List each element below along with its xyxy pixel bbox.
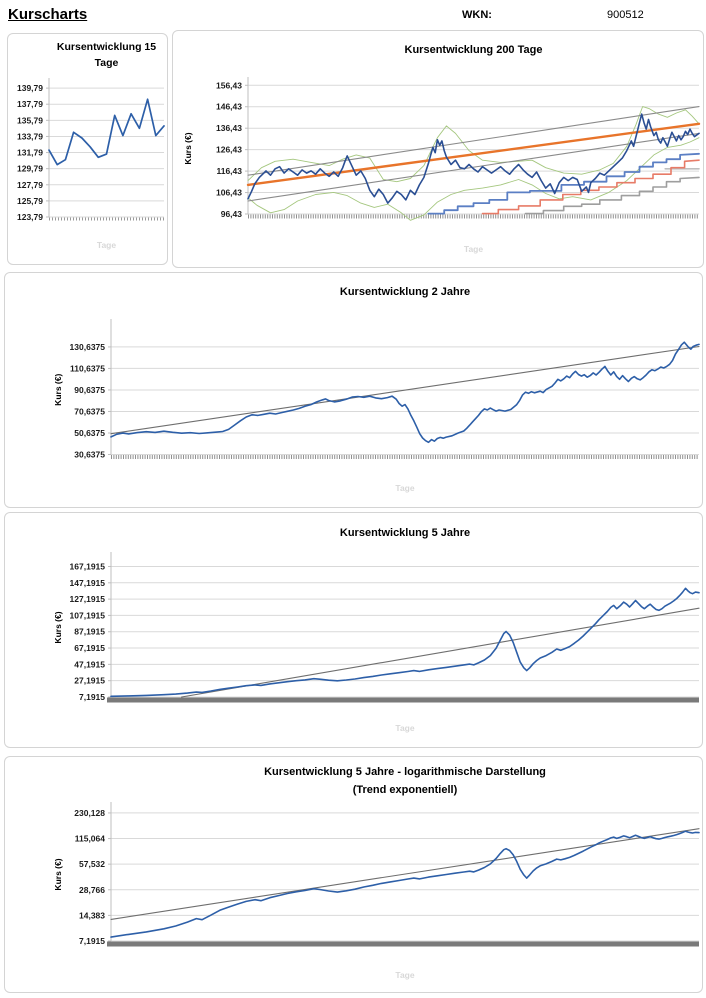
chart-title: Kursentwicklung 5 Jahre - logarithmische Darstellung	[264, 766, 546, 778]
series-price-5j-log	[111, 831, 699, 937]
y-axis-title: Kurs (€)	[183, 132, 193, 165]
page-title: Kurscharts	[8, 6, 88, 23]
series-price-15	[49, 99, 164, 164]
y-tick-label: 167,1915	[69, 561, 105, 572]
y-tick-label: 28,766	[79, 884, 105, 895]
y-tick-label: 116,43	[216, 166, 242, 177]
x-axis-label: Tage	[395, 723, 415, 733]
y-tick-label: 137,79	[17, 99, 43, 110]
y-tick-label: 230,128	[74, 807, 105, 818]
y-tick-label: 7,1915	[79, 692, 105, 702]
y-tick-label: 50,6375	[74, 427, 105, 438]
y-tick-label: 133,79	[17, 131, 43, 142]
x-axis-label: Tage	[96, 240, 117, 250]
chart-svg-5-jahre-log	[5, 757, 702, 992]
series-trend-line	[182, 608, 699, 697]
y-tick-label: 14,383	[79, 910, 105, 921]
y-tick-label: 110,6375	[70, 363, 105, 374]
x-axis-label: Tage	[395, 483, 415, 493]
wkn-label: WKN:	[462, 9, 492, 21]
y-tick-label: 87,1915	[74, 626, 105, 637]
y-tick-label: 127,1915	[69, 594, 105, 605]
y-tick-label: 96,43	[220, 209, 242, 219]
y-tick-label: 123,79	[17, 212, 43, 222]
wkn-value: 900512	[607, 9, 644, 21]
y-axis-title: Kurs (€)	[53, 373, 63, 406]
y-tick-label: 130,6375	[69, 341, 105, 352]
series-trend-exponential	[111, 829, 699, 920]
y-tick-label: 139,79	[17, 83, 43, 94]
chart-box-kursentwicklung-2-jahre[interactable]	[4, 272, 703, 508]
y-tick-label: 136,43	[216, 123, 242, 134]
chart-box-kursentwicklung-15-tage[interactable]	[7, 33, 168, 265]
chart-svg-200-tage	[173, 31, 703, 267]
y-tick-label: 135,79	[17, 115, 43, 126]
y-axis-title: Kurs (€)	[53, 858, 63, 891]
series-band-upper-green	[248, 107, 699, 182]
x-axis-label: Tage	[395, 970, 415, 980]
y-tick-label: 106,43	[216, 187, 242, 198]
chart-title: (Trend exponentiell)	[352, 784, 458, 796]
y-tick-label: 126,43	[216, 144, 242, 155]
y-tick-label: 27,1915	[74, 675, 105, 686]
y-tick-label: 47,1915	[74, 659, 105, 670]
chart-title: Kursentwicklung 5 Jahre	[339, 527, 471, 539]
y-tick-label: 125,79	[17, 195, 43, 206]
y-tick-label: 131,79	[17, 147, 43, 158]
y-tick-label: 129,79	[17, 163, 43, 174]
y-tick-label: 70,6375	[74, 406, 105, 417]
series-price-5j	[111, 588, 699, 696]
series-channel-low-gray	[248, 133, 699, 201]
y-tick-label: 67,1915	[74, 643, 105, 654]
chart-title: Kursentwicklung 15	[56, 41, 157, 53]
y-tick-label: 30,6375	[74, 449, 105, 460]
series-price-2j	[111, 342, 699, 442]
chart-svg-5-jahre	[5, 513, 702, 747]
y-tick-label: 156,43	[216, 80, 242, 91]
chart-title: Tage	[94, 57, 119, 69]
chart-box-kursentwicklung-5-jahre-log[interactable]	[4, 756, 703, 993]
chart-box-kursentwicklung-5-jahre[interactable]	[4, 512, 703, 748]
y-axis-title: Kurs (€)	[53, 611, 63, 644]
series-support-step-blue	[428, 154, 699, 214]
chart-box-kursentwicklung-200-tage[interactable]	[172, 30, 704, 268]
chart-title: Kursentwicklung 200 Tage	[404, 44, 543, 56]
chart-svg-15-tage	[8, 34, 167, 264]
y-tick-label: 146,43	[216, 101, 242, 112]
series-price-200	[248, 114, 699, 203]
y-tick-label: 7,1915	[79, 936, 105, 946]
y-tick-label: 115,064	[74, 833, 105, 844]
chart-title: Kursentwicklung 2 Jahre	[339, 286, 471, 298]
y-tick-label: 147,1915	[69, 577, 105, 588]
y-tick-label: 90,6375	[74, 384, 105, 395]
chart-svg-2-jahre	[5, 273, 702, 507]
y-tick-label: 127,79	[17, 179, 43, 190]
x-axis-label: Tage	[463, 244, 484, 254]
y-tick-label: 57,532	[79, 859, 105, 870]
y-tick-label: 107,1915	[69, 610, 105, 621]
